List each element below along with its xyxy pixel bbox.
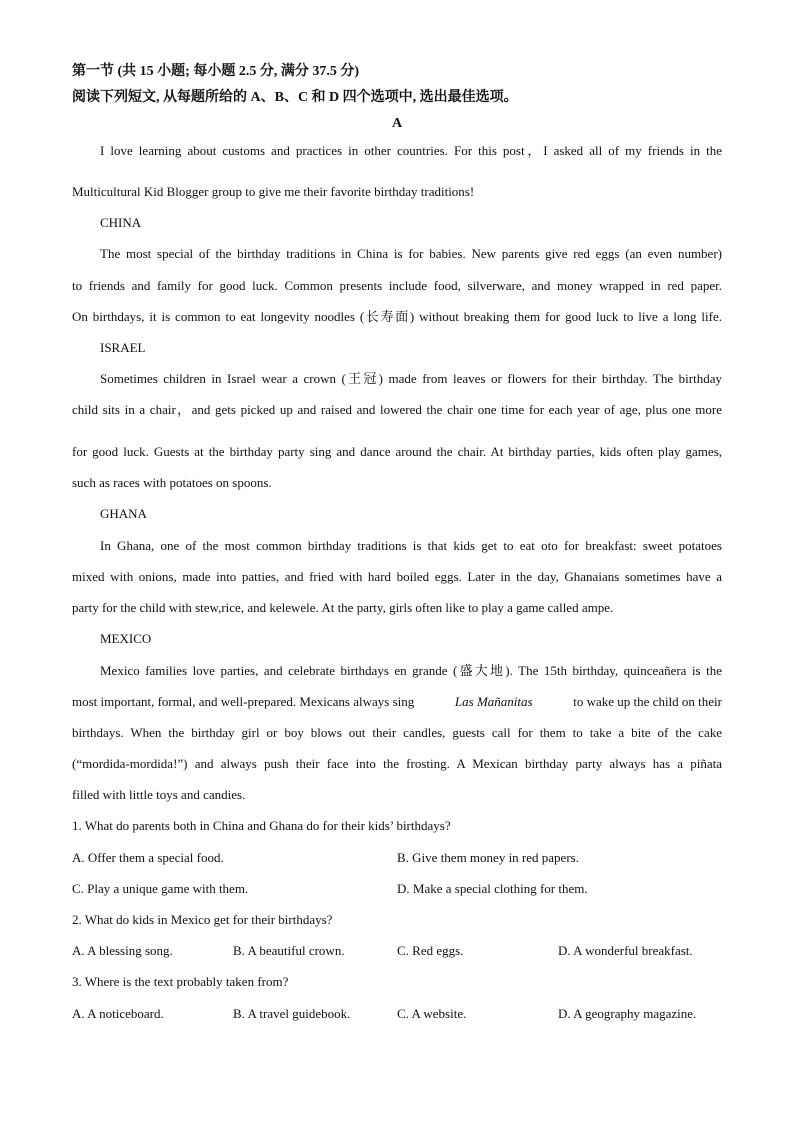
- q1-option-c: C. Play a unique game with them.: [72, 881, 249, 896]
- question-stem-3: 3. Where is the text probably taken from?: [72, 974, 289, 989]
- china-line-1: The most special of the birthday traditions in China is for babies. New parents give red eggs (an even number): [100, 246, 722, 261]
- song-title: Las Mañanitas: [454, 694, 533, 709]
- israel-line-4: such as races with potatoes on spoons.: [72, 475, 272, 490]
- ghana-line-1: In Ghana, one of the most common birthday traditions is that kids get to eat oto for breakfast: sweet potatoes: [100, 538, 722, 553]
- passage-label: A: [391, 116, 403, 131]
- heading-ghana: GHANA: [100, 506, 147, 521]
- mexico-line-2-post: to wake up the child on their: [573, 694, 722, 709]
- q2-option-b: B. A beautiful crown.: [233, 943, 345, 958]
- mexico-line-4: (“mordida-mordida!”) and always push their face into the frosting. A Mexican birthday party always has a piñata: [72, 756, 722, 771]
- ghana-line-3: party for the child with stew,rice, and kelewele. At the party, girls often like to play a game called ampe.: [72, 600, 614, 615]
- heading-china: CHINA: [100, 215, 142, 230]
- q2-option-d: D. A wonderful breakfast.: [558, 943, 693, 958]
- heading-israel: ISRAEL: [100, 340, 146, 355]
- instructions: 阅读下列短文, 从每题所给的 A、B、C 和 D 四个选项中, 选出最佳选项。: [72, 90, 518, 105]
- question-stem-2: 2. What do kids in Mexico get for their birthdays?: [72, 912, 333, 927]
- q2-option-c: C. Red eggs.: [397, 943, 464, 958]
- q1-option-d: D. Make a special clothing for them.: [397, 881, 588, 896]
- mexico-line-2: [72, 694, 722, 710]
- q1-option-b: B. Give them money in red papers.: [397, 850, 579, 865]
- mexico-line-5: filled with little toys and candies.: [72, 787, 246, 802]
- mexico-line-1: Mexico families love parties, and celebrate birthdays en grande (盛大地). The 15th birthday, quinceañera is the: [100, 663, 722, 678]
- china-line-3: On birthdays, it is common to eat longevity noodles (长寿面) without breaking them for good luck to live a long life.: [72, 309, 722, 324]
- israel-line-3: for good luck. Guests at the birthday party sing and dance around the chair. At birthday parties, kids often play games,: [72, 444, 722, 459]
- q1-option-a: A. Offer them a special food.: [72, 850, 224, 865]
- q2-option-a: A. A blessing song.: [72, 943, 173, 958]
- q3-option-a: A. A noticeboard.: [72, 1006, 164, 1021]
- mexico-line-3: birthdays. When the birthday girl or boy blows out their candles, guests call for them to take a bite of the cake: [72, 725, 722, 740]
- heading-mexico: MEXICO: [100, 631, 152, 646]
- q3-option-d: D. A geography magazine.: [558, 1006, 697, 1021]
- question-stem-1: 1. What do parents both in China and Ghana do for their kids’ birthdays?: [72, 818, 451, 833]
- intro-line-1: I love learning about customs and practices in other countries. For this post，I asked all of my friends in the: [100, 143, 722, 158]
- section-header: 第一节 (共 15 小题; 每小题 2.5 分, 满分 37.5 分): [72, 64, 359, 79]
- q3-option-c: C. A website.: [397, 1006, 467, 1021]
- intro-line-2: Multicultural Kid Blogger group to give me their favorite birthday traditions!: [72, 184, 475, 199]
- q3-option-b: B. A travel guidebook.: [233, 1006, 351, 1021]
- mexico-line-2-pre: most important, formal, and well-prepared. Mexicans always sing: [72, 694, 415, 709]
- china-line-2: to friends and family for good luck. Common presents include food, silverware, and money wrapped in red paper.: [72, 278, 722, 293]
- ghana-line-2: mixed with onions, made into patties, and fried with hard boiled eggs. Later in the day, Ghanaians sometimes have a: [72, 569, 722, 584]
- israel-line-2: child sits in a chair，and gets picked up and raised and lowered the chair one time for each year of age, plus one more: [72, 402, 722, 417]
- israel-line-1: Sometimes children in Israel wear a crown (王冠) made from leaves or flowers for their birthday. The birthday: [100, 371, 722, 386]
